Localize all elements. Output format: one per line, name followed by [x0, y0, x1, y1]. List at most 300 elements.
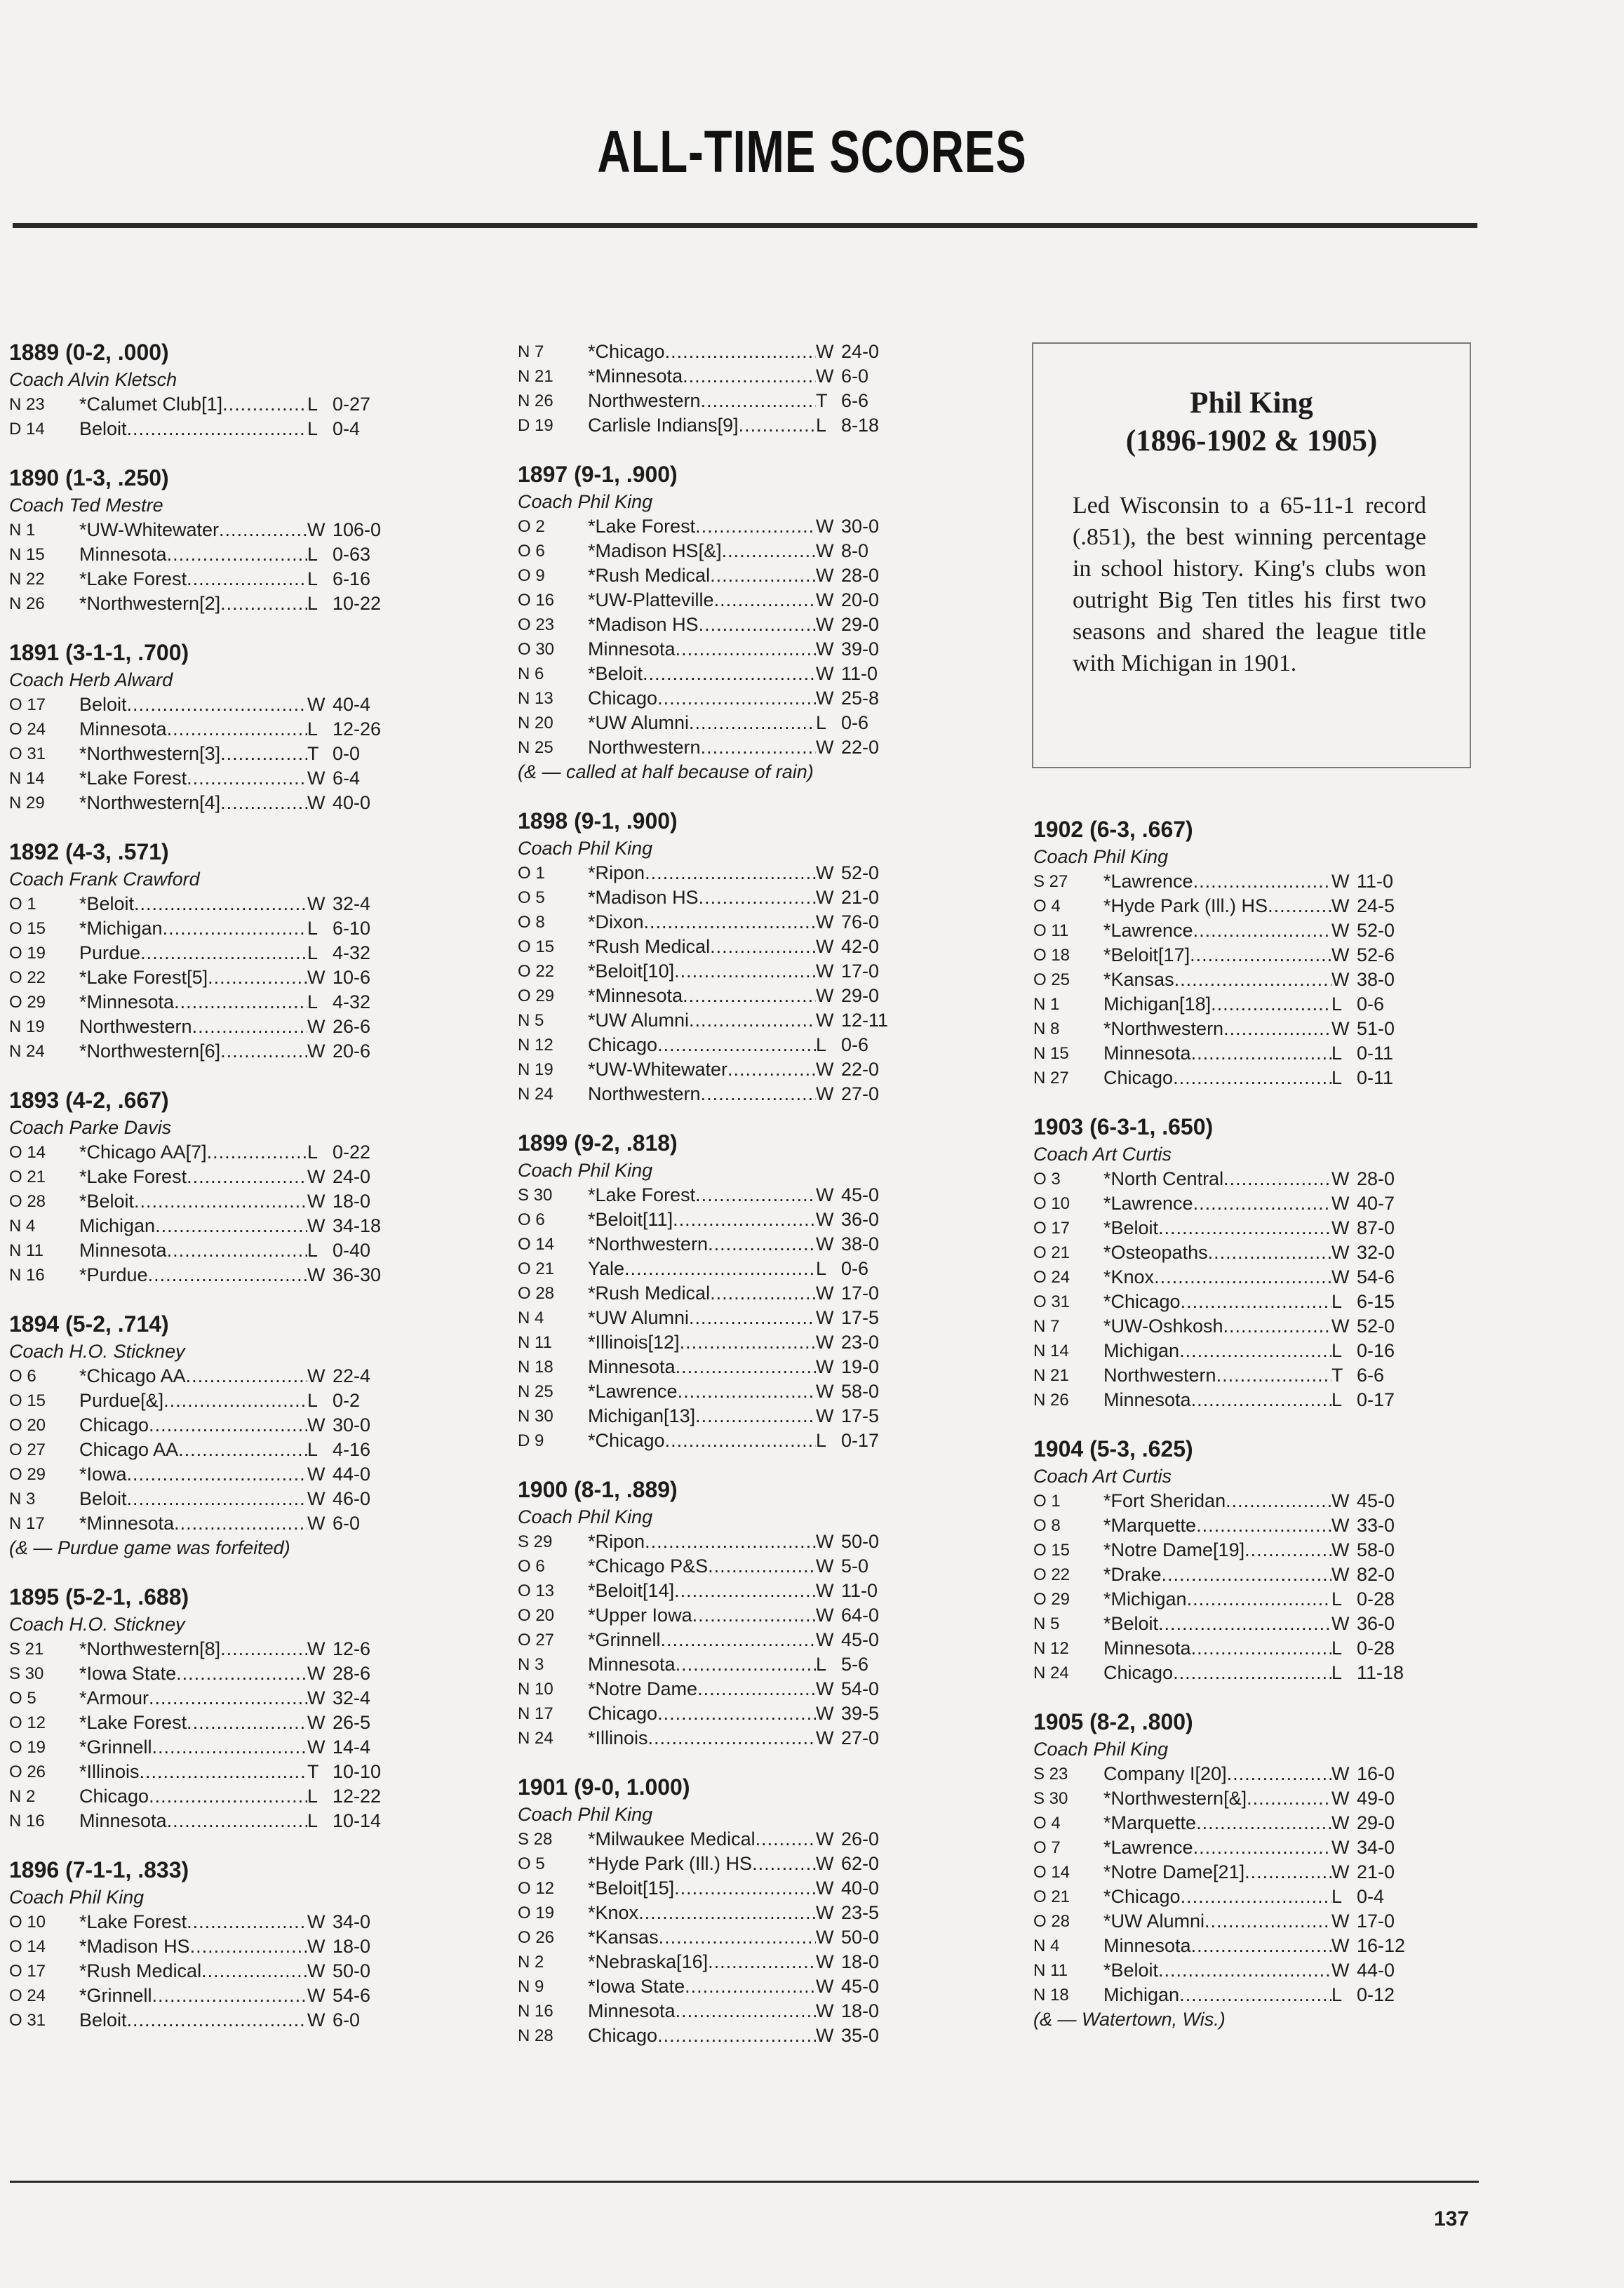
game-date: N 24 [518, 1085, 553, 1104]
game-date: S 30 [9, 1664, 44, 1683]
game-date: O 3 [1033, 1170, 1061, 1189]
season-coach: Coach Phil King [9, 1887, 145, 1908]
scores-column-2 [518, 340, 897, 2048]
game-opponent: *Beloit [1103, 1217, 1159, 1238]
game-result: W [816, 1184, 834, 1205]
game-opponent-cell [1103, 1538, 1331, 1563]
game-score: 24-0 [841, 341, 880, 362]
dot-leader [1227, 1762, 1331, 1786]
season-heading: 1894 (5-2, .714) [9, 1311, 169, 1337]
game-opponent: *Illinois[12] [588, 1332, 680, 1353]
game-opponent: *Rush Medical [79, 1960, 202, 1981]
dot-leader [665, 1429, 816, 1453]
game-opponent: *Notre Dame[21] [1103, 1861, 1245, 1882]
game-date: O 12 [518, 1879, 555, 1898]
game-result: W [307, 1960, 326, 1981]
game-row [9, 766, 388, 791]
game-score: 11-0 [841, 663, 878, 684]
game-score: 14-4 [333, 1737, 371, 1758]
game-result: L [1331, 994, 1343, 1015]
game-result: W [816, 1356, 834, 1377]
game-opponent: Beloit [79, 418, 127, 439]
dot-leader [152, 1735, 307, 1760]
dot-leader [1223, 1167, 1331, 1191]
game-date: D 19 [518, 416, 553, 435]
game-result: W [816, 1927, 834, 1948]
game-score: 29-0 [841, 614, 880, 635]
game-date: O 2 [518, 517, 545, 536]
game-opponent-cell [588, 885, 816, 910]
game-score: 10-22 [333, 593, 382, 614]
game-score: 22-0 [841, 1059, 880, 1080]
game-result: W [1331, 1613, 1350, 1634]
game-row [1033, 1661, 1412, 1685]
game-opponent: *Beloit[14] [588, 1580, 675, 1601]
game-date: N 12 [518, 1036, 553, 1055]
game-row [518, 389, 897, 413]
game-opponent-cell [588, 1603, 816, 1628]
game-row [518, 1530, 897, 1554]
game-result: L [307, 394, 318, 415]
game-result: W [307, 893, 326, 914]
game-opponent-cell [79, 1959, 307, 1983]
game-score: 18-0 [841, 2000, 880, 2021]
dot-leader [1158, 1216, 1331, 1240]
game-opponent: *Lawrence [588, 1381, 678, 1402]
game-score: 58-0 [841, 1381, 880, 1402]
game-row [9, 1238, 388, 1263]
game-date: O 11 [1033, 921, 1069, 940]
dot-leader [167, 542, 307, 567]
game-row [518, 1429, 897, 1453]
game-score: 40-0 [333, 792, 371, 813]
game-score: 10-14 [333, 1810, 382, 1831]
game-result: T [1331, 1365, 1343, 1386]
game-row [518, 1306, 897, 1330]
game-date: N 26 [1033, 1391, 1069, 1410]
game-opponent: *Lake Forest [79, 768, 187, 789]
game-date: O 21 [9, 1168, 46, 1186]
game-row [518, 1554, 897, 1579]
game-result: W [816, 1853, 834, 1874]
game-opponent: *Ripon [588, 1531, 645, 1552]
game-score: 54-0 [841, 1678, 880, 1699]
game-row [9, 1389, 388, 1413]
game-date: S 21 [9, 1640, 44, 1659]
game-result: W [307, 1264, 326, 1285]
game-date: O 4 [1033, 897, 1061, 916]
dot-leader [1173, 1066, 1331, 1090]
game-score: 0-6 [841, 1258, 869, 1279]
game-opponent-cell [588, 514, 816, 539]
game-opponent-cell [588, 1033, 816, 1057]
dot-leader [643, 662, 816, 686]
game-row [9, 1809, 388, 1833]
game-date: O 21 [518, 1259, 555, 1278]
game-opponent: *UW Alumni [588, 1010, 690, 1031]
season-heading: 1895 (5-2-1, .688) [9, 1584, 189, 1610]
game-opponent: *Illinois [588, 1727, 648, 1748]
game-date: O 28 [1033, 1912, 1071, 1931]
game-result: W [816, 1531, 834, 1552]
dot-leader [207, 1140, 307, 1165]
dot-leader [638, 1901, 816, 1925]
game-opponent-cell [79, 542, 307, 567]
game-row [518, 2023, 897, 2048]
game-score: 16-12 [1357, 1935, 1406, 1956]
game-row [9, 892, 388, 916]
game-score: 106-0 [333, 519, 382, 540]
season-heading: 1897 (9-1, .900) [518, 462, 678, 487]
game-opponent-cell [79, 1511, 307, 1536]
season-coach: Coach Phil King [518, 1506, 653, 1527]
game-score: 45-0 [841, 1184, 880, 1205]
season-coach: Coach Herb Alward [9, 669, 173, 690]
game-row [1033, 1191, 1412, 1216]
game-opponent-cell [79, 1487, 307, 1511]
game-result: W [1331, 1168, 1350, 1189]
game-score: 44-0 [1357, 1960, 1395, 1981]
dot-leader [1158, 1958, 1331, 1983]
game-opponent: *Lake Forest [79, 1911, 187, 1932]
season-heading: 1898 (9-1, .900) [518, 808, 678, 834]
game-score: 34-0 [1357, 1837, 1395, 1858]
game-score: 11-0 [1357, 871, 1394, 892]
season-heading: 1892 (4-3, .571) [9, 839, 169, 864]
game-opponent: *Chicago [588, 1430, 665, 1451]
game-opponent: Purdue[&] [79, 1390, 164, 1411]
game-score: 52-6 [1357, 944, 1395, 965]
season-note: (& — called at half because of rain) [518, 761, 814, 782]
game-result: W [816, 1083, 834, 1104]
game-opponent-cell [79, 1934, 307, 1959]
season-block [9, 836, 388, 1064]
game-result: L [307, 568, 318, 589]
game-result: W [307, 1985, 326, 2006]
game-date: N 15 [1033, 1044, 1069, 1063]
game-result: W [307, 694, 326, 715]
game-opponent: *Kansas [588, 1927, 659, 1948]
game-score: 51-0 [1357, 1018, 1395, 1039]
game-score: 36-0 [1357, 1613, 1395, 1634]
season-heading: 1900 (8-1, .889) [518, 1477, 678, 1502]
dot-leader [219, 518, 307, 542]
game-date: N 18 [518, 1358, 553, 1377]
dot-leader [220, 1039, 307, 1064]
game-result: L [1331, 1340, 1343, 1361]
game-row [518, 910, 897, 935]
game-result: W [816, 1976, 834, 1997]
game-result: W [816, 1951, 834, 1972]
game-opponent: Northwestern [588, 737, 701, 758]
dot-leader [661, 1628, 816, 1652]
game-date: N 25 [518, 1382, 553, 1401]
game-opponent-cell [79, 1784, 307, 1809]
game-score: 40-0 [841, 1878, 880, 1899]
game-result: W [816, 1307, 834, 1328]
game-score: 8-0 [841, 540, 869, 561]
game-opponent-cell [588, 1008, 816, 1033]
game-result: W [307, 1663, 326, 1684]
game-score: 52-0 [1357, 920, 1395, 941]
game-result: W [816, 1209, 834, 1230]
game-date: D 14 [9, 420, 45, 439]
game-opponent-cell [588, 1330, 816, 1355]
season-coach: Coach Ted Mestre [9, 495, 163, 516]
game-opponent: *Knox [588, 1902, 639, 1923]
game-score: 6-0 [841, 366, 869, 387]
game-date: O 17 [1033, 1219, 1071, 1238]
dot-leader [127, 417, 307, 441]
game-opponent-cell [79, 1438, 307, 1462]
game-date: N 3 [518, 1655, 544, 1674]
game-date: O 6 [518, 1557, 545, 1576]
game-score: 54-6 [333, 1985, 371, 2006]
game-opponent-cell [588, 662, 816, 686]
dot-leader [692, 1603, 816, 1628]
game-date: S 29 [518, 1532, 553, 1551]
dot-leader [708, 1950, 816, 1974]
game-opponent: *Iowa [79, 1464, 127, 1485]
game-opponent-cell [79, 591, 307, 616]
dot-leader [1268, 894, 1331, 918]
game-result: W [307, 1215, 326, 1236]
game-opponent-cell [1103, 918, 1331, 943]
dot-leader [1158, 1612, 1331, 1636]
game-opponent: Michigan [79, 1215, 156, 1236]
game-opponent: Minnesota [1103, 1935, 1191, 1956]
game-result: L [307, 1240, 318, 1261]
game-opponent-cell [79, 1462, 307, 1487]
dot-leader [167, 717, 307, 742]
game-date: N 1 [9, 521, 36, 540]
game-opponent-cell [79, 1637, 307, 1661]
game-score: 17-0 [1357, 1911, 1395, 1932]
game-opponent-cell [1103, 1216, 1331, 1240]
game-row [518, 1603, 897, 1628]
game-result: W [307, 1687, 326, 1708]
game-row [518, 1281, 897, 1306]
game-date: N 19 [9, 1017, 45, 1036]
game-opponent-cell [588, 935, 816, 959]
game-result: W [1331, 1316, 1350, 1337]
game-opponent-cell [79, 693, 307, 717]
season-heading: 1893 (4-2, .667) [9, 1088, 169, 1113]
game-opponent-cell [1103, 1612, 1331, 1636]
game-opponent: Chicago [588, 1034, 658, 1055]
game-result: T [307, 743, 319, 764]
game-opponent: *Marquette [1103, 1812, 1197, 1833]
game-opponent-cell [588, 711, 816, 735]
game-row [1033, 1339, 1412, 1363]
game-opponent-cell [588, 1355, 816, 1379]
game-row [518, 1950, 897, 1974]
game-result: W [1331, 944, 1350, 965]
game-result: W [816, 862, 834, 883]
dot-leader [676, 1652, 816, 1677]
game-score: 62-0 [841, 1853, 880, 1874]
game-score: 0-28 [1357, 1588, 1395, 1610]
game-row [518, 1579, 897, 1603]
game-opponent: *UW Alumni [588, 712, 690, 733]
game-opponent-cell [1103, 1587, 1331, 1612]
game-score: 0-11 [1357, 1067, 1394, 1088]
game-opponent-cell [1103, 1363, 1331, 1388]
game-row [1033, 1513, 1412, 1538]
game-row [9, 392, 388, 417]
dot-leader [756, 1827, 816, 1852]
game-score: 34-0 [333, 1911, 371, 1932]
dot-leader [674, 959, 816, 984]
game-opponent-cell [588, 1701, 816, 1726]
game-date: O 5 [9, 1689, 36, 1708]
dot-leader [187, 766, 307, 791]
dot-leader [710, 935, 816, 959]
game-row [9, 417, 388, 441]
game-row [1033, 1363, 1412, 1388]
game-result: W [307, 1166, 326, 1187]
dot-leader [676, 1999, 816, 2023]
game-row [518, 364, 897, 389]
game-row [518, 686, 897, 711]
game-opponent-cell [588, 1827, 816, 1852]
game-date: O 15 [1033, 1541, 1071, 1560]
game-opponent: *Lawrence [1103, 920, 1193, 941]
game-date: O 5 [518, 888, 545, 907]
game-score: 39-0 [841, 638, 880, 660]
game-opponent-cell [79, 1910, 307, 1934]
game-opponent: *Iowa State [588, 1976, 685, 1997]
season-coach: Coach Phil King [518, 838, 653, 859]
game-row [1033, 1934, 1412, 1958]
game-opponent-cell [588, 1306, 816, 1330]
game-opponent-cell [1103, 1191, 1331, 1216]
game-result: W [1331, 1515, 1350, 1536]
dot-leader [1204, 1909, 1331, 1934]
game-opponent-cell [1103, 1885, 1331, 1909]
game-date: N 14 [9, 769, 45, 788]
game-row [518, 662, 897, 686]
game-date: N 2 [9, 1787, 36, 1806]
game-result: W [816, 887, 834, 908]
game-date: O 29 [9, 993, 46, 1012]
dot-leader [1173, 1661, 1331, 1685]
game-score: 0-4 [333, 418, 361, 439]
game-row [9, 542, 388, 567]
game-opponent-cell [588, 413, 816, 438]
game-date: O 22 [1033, 1565, 1071, 1584]
game-opponent: *Kansas [1103, 969, 1174, 990]
game-opponent-cell [588, 2023, 816, 2048]
game-row [9, 1438, 388, 1462]
game-opponent-cell [588, 613, 816, 637]
dot-leader [701, 735, 816, 760]
game-score: 32-4 [333, 1687, 371, 1708]
game-opponent-cell [79, 1711, 307, 1735]
game-score: 17-0 [841, 961, 880, 982]
game-result: L [307, 1786, 318, 1807]
game-date: S 30 [1033, 1789, 1068, 1808]
game-score: 58-0 [1357, 1539, 1395, 1560]
dot-leader [1211, 992, 1331, 1017]
game-result: W [307, 792, 326, 813]
game-score: 12-26 [333, 718, 382, 740]
game-opponent-cell [588, 637, 816, 662]
game-date: O 6 [9, 1367, 36, 1386]
game-score: 17-5 [841, 1307, 880, 1328]
dot-leader [220, 742, 307, 766]
game-result: W [816, 663, 834, 684]
game-opponent-cell [1103, 1934, 1331, 1958]
dot-leader [657, 686, 816, 711]
game-row [518, 340, 897, 364]
game-date: N 15 [9, 545, 45, 564]
game-row [518, 1008, 897, 1033]
game-date: N 4 [9, 1217, 36, 1236]
game-opponent: Chicago [79, 1414, 149, 1436]
game-score: 0-40 [333, 1240, 371, 1261]
game-score: 38-0 [841, 1233, 880, 1255]
game-score: 29-0 [841, 985, 880, 1006]
game-result: W [307, 967, 326, 988]
game-date: N 16 [9, 1812, 45, 1831]
game-score: 29-0 [1357, 1812, 1395, 1833]
dot-leader [644, 910, 816, 935]
game-row [1033, 1811, 1412, 1835]
game-opponent: *Calumet Club[1] [79, 394, 223, 415]
dot-leader [683, 984, 816, 1008]
game-score: 52-0 [841, 862, 880, 883]
dot-leader [1247, 1786, 1331, 1811]
game-result: W [816, 1332, 834, 1353]
game-opponent: *Grinnell [588, 1629, 661, 1650]
game-row [1033, 1314, 1412, 1339]
game-row [518, 711, 897, 735]
game-date: N 17 [518, 1704, 553, 1723]
game-opponent: *Minnesota [588, 366, 683, 387]
game-opponent: Yale [588, 1258, 625, 1279]
season-block [9, 462, 388, 616]
game-score: 50-0 [841, 1531, 880, 1552]
game-date: O 22 [518, 962, 555, 981]
game-opponent-cell [1103, 1835, 1331, 1860]
game-date: O 21 [1033, 1243, 1071, 1262]
game-row [1033, 1958, 1412, 1983]
game-score: 34-18 [333, 1215, 382, 1236]
game-opponent-cell [588, 1257, 816, 1281]
game-row [9, 1760, 388, 1784]
game-row [1033, 1240, 1412, 1265]
dot-leader [220, 791, 307, 815]
game-row [9, 1735, 388, 1760]
game-result: W [816, 1283, 834, 1304]
game-opponent: *Minnesota [79, 1513, 175, 1534]
game-opponent-cell [588, 539, 816, 563]
game-score: 17-5 [841, 1405, 880, 1426]
dot-leader [697, 1677, 816, 1701]
game-opponent: *North Central [1103, 1168, 1224, 1189]
game-score: 33-0 [1357, 1515, 1395, 1536]
game-result: W [307, 1191, 326, 1212]
game-opponent-cell [1103, 1290, 1331, 1314]
game-result: L [307, 1142, 318, 1163]
game-opponent-cell [588, 1579, 816, 1603]
game-opponent: Company I[20] [1103, 1763, 1227, 1784]
game-opponent: *Notre Dame [588, 1678, 698, 1699]
game-opponent-cell [588, 1999, 816, 2023]
game-date: O 24 [9, 720, 46, 739]
game-opponent-cell [588, 1404, 816, 1429]
